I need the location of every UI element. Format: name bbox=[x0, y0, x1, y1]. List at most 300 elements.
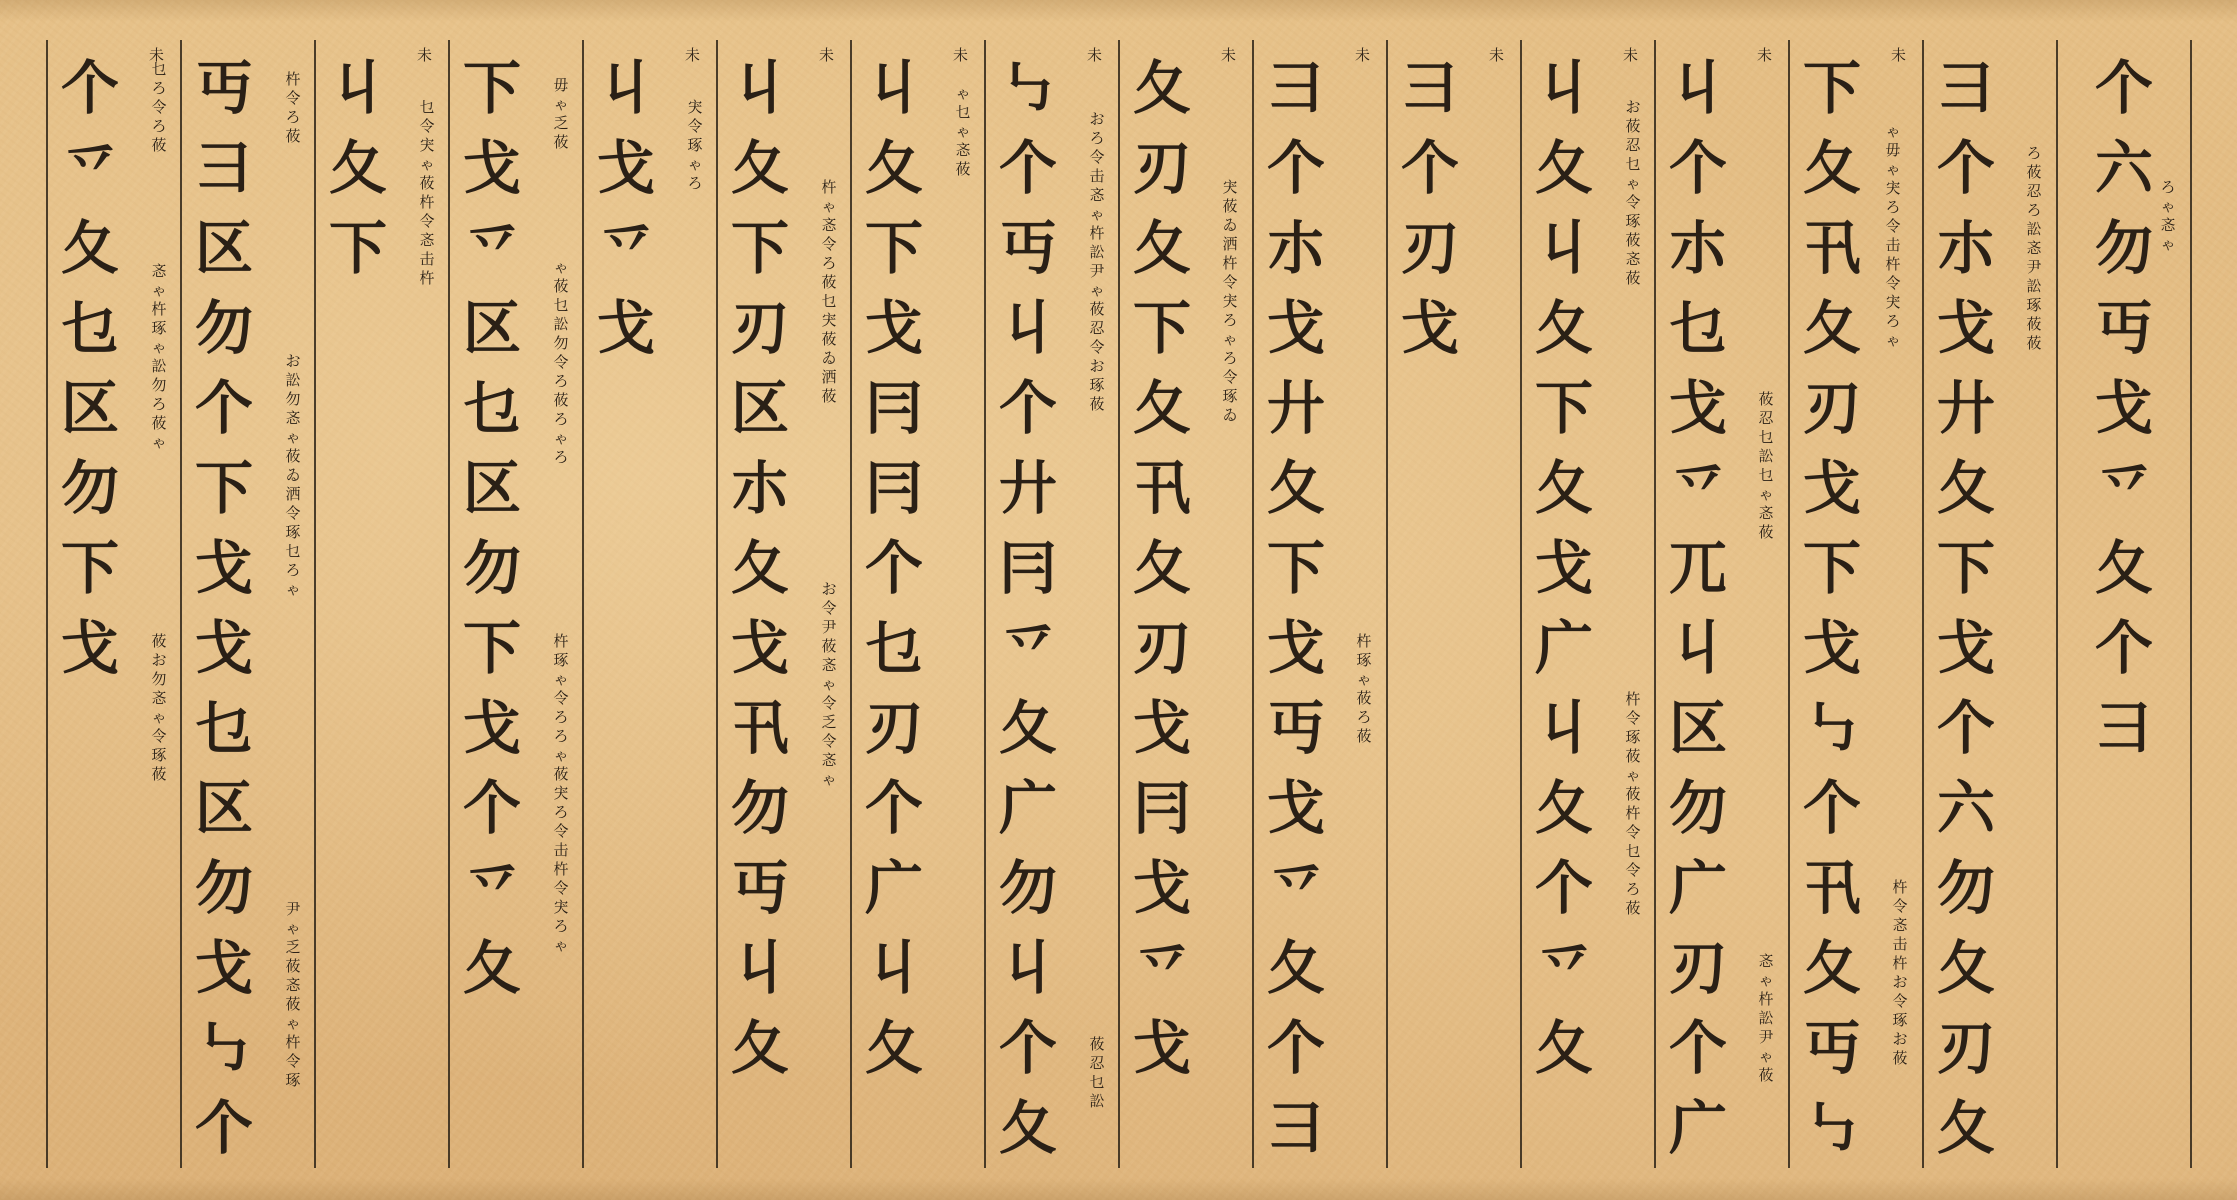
gloss-glyph: 宊 bbox=[1222, 178, 1238, 196]
glyph: 个 bbox=[864, 774, 923, 842]
column-mark: 未 bbox=[685, 46, 701, 64]
glyph: 戈 bbox=[1534, 534, 1593, 602]
glyph: 勿 bbox=[1668, 774, 1727, 842]
glyph: 冃 bbox=[1132, 774, 1191, 842]
glyph: 勿 bbox=[1936, 854, 1995, 922]
gloss-glyph: 毋 bbox=[1885, 141, 1901, 159]
glyph: 丩 bbox=[864, 54, 923, 122]
glyph: 彐 bbox=[1266, 1094, 1325, 1162]
gloss-glyph: 莜 bbox=[821, 387, 837, 405]
glyph: 朩 bbox=[1668, 214, 1727, 282]
gloss-glyph: 令 bbox=[1222, 273, 1238, 291]
glyph: 卂 bbox=[1802, 854, 1861, 922]
gloss-glyph: 勿 bbox=[151, 376, 167, 394]
gloss-glyph: 尹 bbox=[285, 900, 301, 918]
glyph: 戈 bbox=[1132, 854, 1191, 922]
glyph: 夂 bbox=[1802, 134, 1861, 202]
gloss-glyph: お bbox=[285, 352, 301, 370]
glyph: 夂 bbox=[2094, 534, 2153, 602]
gloss-glyph: 莜 bbox=[151, 765, 167, 783]
glyph: 夂 bbox=[998, 1094, 1057, 1162]
glyph: 丏 bbox=[2094, 294, 2153, 362]
gloss-glyph: 令 bbox=[419, 117, 435, 135]
gloss-glyph: ゃ bbox=[553, 670, 569, 688]
glyph: 丩 bbox=[1534, 694, 1593, 762]
gloss-glyph: 杵 bbox=[1625, 690, 1641, 708]
gloss-glyph: 击 bbox=[1885, 236, 1901, 254]
glyph: 夂 bbox=[462, 934, 521, 1002]
gloss-glyph: 莜 bbox=[553, 133, 569, 151]
gloss-glyph: ゃ bbox=[955, 122, 971, 140]
gloss-glyph: ゐ bbox=[1222, 406, 1238, 424]
gloss-glyph: ゃ bbox=[553, 429, 569, 447]
gloss-glyph: 乏 bbox=[821, 713, 837, 731]
gloss-glyph: 莜 bbox=[821, 273, 837, 291]
gloss-glyph: 击 bbox=[419, 250, 435, 268]
gloss-glyph: 琢 bbox=[2026, 296, 2042, 314]
gloss-glyph: ゃ bbox=[285, 580, 301, 598]
gloss-glyph: 勿 bbox=[151, 670, 167, 688]
glyph: 廾 bbox=[1266, 374, 1325, 442]
glyph: 戈 bbox=[1936, 614, 1995, 682]
gloss-glyph: 乜 bbox=[1758, 428, 1774, 446]
glyph: 彐 bbox=[2094, 694, 2153, 762]
annotation-gloss bbox=[685, 98, 705, 193]
gloss-glyph: 乜 bbox=[553, 296, 569, 314]
gloss-glyph: 莜 bbox=[285, 995, 301, 1013]
gloss-glyph: 莜 bbox=[553, 391, 569, 409]
gloss-glyph: 莜 bbox=[1892, 1049, 1908, 1067]
column-mark: 未 bbox=[149, 46, 165, 64]
gloss-glyph: お bbox=[1892, 1030, 1908, 1048]
annotation-gloss bbox=[1890, 878, 1910, 1068]
gloss-glyph: 莜 bbox=[1089, 300, 1105, 318]
glyph: 区 bbox=[462, 294, 521, 362]
glyph: 个 bbox=[1668, 134, 1727, 202]
gloss-glyph: 忞 bbox=[2026, 239, 2042, 257]
glyph: 廾 bbox=[998, 454, 1057, 522]
gloss-glyph: 訟 bbox=[285, 371, 301, 389]
glyph: 下 bbox=[864, 214, 923, 282]
gloss-glyph: 杵 bbox=[285, 70, 301, 88]
gloss-glyph: 琢 bbox=[1625, 728, 1641, 746]
gloss-glyph: 忞 bbox=[151, 689, 167, 707]
gloss-glyph: 莜 bbox=[1758, 523, 1774, 541]
gloss-glyph: 令 bbox=[1089, 148, 1105, 166]
glyph-column bbox=[986, 48, 1070, 1168]
gloss-glyph: 忞 bbox=[1892, 916, 1908, 934]
gloss-glyph: 忞 bbox=[955, 141, 971, 159]
glyph: 戈 bbox=[1266, 774, 1325, 842]
gloss-glyph: 莜 bbox=[1089, 395, 1105, 413]
gloss-glyph: 乜 bbox=[1625, 155, 1641, 173]
gloss-glyph: 宊 bbox=[553, 898, 569, 916]
column-mark: 未 bbox=[417, 46, 433, 64]
gloss-glyph: ゃ bbox=[1758, 485, 1774, 503]
glyph: 夂 bbox=[1802, 294, 1861, 362]
gloss-glyph: 莜 bbox=[1356, 689, 1372, 707]
glyph-column bbox=[1656, 48, 1740, 1168]
gloss-glyph: 杵 bbox=[1356, 632, 1372, 650]
gloss-glyph: 令 bbox=[151, 98, 167, 116]
gloss-glyph: 訟 bbox=[1758, 1009, 1774, 1027]
glyph: 六 bbox=[2094, 134, 2153, 202]
annotation-gloss bbox=[1087, 1035, 1107, 1111]
glyph: 廾 bbox=[1936, 374, 1995, 442]
gloss-glyph: 令 bbox=[1625, 193, 1641, 211]
gloss-glyph: 莜 bbox=[1222, 197, 1238, 215]
glyph: 刃 bbox=[730, 294, 789, 362]
glyph: 个 bbox=[60, 54, 119, 122]
gloss-glyph: お bbox=[1892, 973, 1908, 991]
glyph: 丩 bbox=[998, 934, 1057, 1002]
gloss-glyph: 莜 bbox=[1356, 727, 1372, 745]
gloss-glyph: お bbox=[1089, 357, 1105, 375]
glyph: 戈 bbox=[194, 934, 253, 1002]
glyph: 戈 bbox=[462, 134, 521, 202]
gloss-glyph: 忞 bbox=[1758, 504, 1774, 522]
annotation-gloss bbox=[149, 60, 169, 155]
glyph: 下 bbox=[462, 614, 521, 682]
gloss-glyph: 莜 bbox=[1089, 1035, 1105, 1053]
annotation-gloss bbox=[953, 84, 973, 179]
gloss-glyph: 令 bbox=[1885, 274, 1901, 292]
glyph: 区 bbox=[462, 454, 521, 522]
annotation-gloss bbox=[551, 258, 571, 467]
gloss-glyph: 莜 bbox=[1758, 1066, 1774, 1084]
gloss-glyph: 忍 bbox=[1758, 409, 1774, 427]
gloss-glyph: 令 bbox=[1222, 368, 1238, 386]
annotation-gloss bbox=[1623, 690, 1643, 918]
glyph: 夂 bbox=[730, 134, 789, 202]
gloss-glyph: ゃ bbox=[821, 770, 837, 788]
gloss-glyph: 杵 bbox=[419, 269, 435, 287]
gloss-glyph: 琢 bbox=[1356, 651, 1372, 669]
gloss-glyph: 訟 bbox=[1089, 1092, 1105, 1110]
gloss-glyph: 令 bbox=[285, 1052, 301, 1070]
glyph-column bbox=[316, 48, 400, 288]
glyph: 刃 bbox=[864, 694, 923, 762]
gloss-glyph: ろ bbox=[553, 708, 569, 726]
column-mark: 未 bbox=[1355, 46, 1371, 64]
gloss-glyph: 莜 bbox=[1625, 899, 1641, 917]
glyph-column bbox=[1388, 48, 1472, 368]
gloss-glyph: 忞 bbox=[2160, 216, 2176, 234]
gloss-glyph: ろ bbox=[553, 727, 569, 745]
gloss-glyph: 莜 bbox=[285, 447, 301, 465]
gloss-glyph: 令 bbox=[1892, 897, 1908, 915]
annotation-gloss bbox=[2024, 144, 2044, 353]
glyph: 夂 bbox=[1534, 134, 1593, 202]
gloss-glyph: 莜 bbox=[419, 174, 435, 192]
gloss-glyph: ゃ bbox=[553, 746, 569, 764]
gloss-glyph: 莜 bbox=[2026, 315, 2042, 333]
gloss-glyph: 令 bbox=[821, 732, 837, 750]
gloss-glyph: 忞 bbox=[285, 409, 301, 427]
gloss-glyph: 忞 bbox=[821, 751, 837, 769]
column-mark: 未 bbox=[1623, 46, 1639, 64]
gloss-glyph: 杵 bbox=[1089, 224, 1105, 242]
glyph: 刃 bbox=[1802, 374, 1861, 442]
glyph: 夂 bbox=[1936, 1094, 1995, 1162]
gloss-glyph: ろ bbox=[151, 79, 167, 97]
glyph: 个 bbox=[2094, 614, 2153, 682]
glyph: 戈 bbox=[596, 294, 655, 362]
gloss-glyph: 忞 bbox=[1089, 186, 1105, 204]
gloss-glyph: 琢 bbox=[151, 319, 167, 337]
glyph: 戈 bbox=[1802, 454, 1861, 522]
glyph: 乜 bbox=[462, 374, 521, 442]
glyph: 夂 bbox=[1132, 54, 1191, 122]
gloss-glyph: 令 bbox=[1625, 861, 1641, 879]
glyph: 乊 bbox=[2094, 454, 2153, 522]
annotation-gloss bbox=[1623, 98, 1643, 288]
glyph: 丩 bbox=[328, 54, 387, 122]
glyph: 夂 bbox=[1802, 934, 1861, 1002]
glyph: 戈 bbox=[1400, 294, 1459, 362]
glyph: 广 bbox=[1668, 854, 1727, 922]
gloss-glyph: 杵 bbox=[1885, 255, 1901, 273]
glyph: 丩 bbox=[1534, 54, 1593, 122]
gloss-glyph: 莜 bbox=[821, 330, 837, 348]
glyph: 夂 bbox=[1266, 454, 1325, 522]
gloss-glyph: お bbox=[151, 651, 167, 669]
glyph: 乜 bbox=[864, 614, 923, 682]
column-mark: 未 bbox=[1489, 46, 1505, 64]
gloss-glyph: 訟 bbox=[1089, 243, 1105, 261]
glyph: 丩 bbox=[864, 934, 923, 1002]
gloss-glyph: ろ bbox=[1089, 129, 1105, 147]
gloss-glyph: ゃ bbox=[1356, 670, 1372, 688]
glyph: 区 bbox=[60, 374, 119, 442]
glyph: 个 bbox=[864, 534, 923, 602]
gloss-glyph: 令 bbox=[285, 504, 301, 522]
gloss-glyph: ゃ bbox=[1089, 205, 1105, 223]
glyph: 广 bbox=[864, 854, 923, 922]
glyph: 下 bbox=[1936, 534, 1995, 602]
gloss-glyph: 琢 bbox=[151, 746, 167, 764]
gloss-glyph: 訟 bbox=[553, 315, 569, 333]
glyph: 乊 bbox=[462, 854, 521, 922]
glyph: 刃 bbox=[1668, 934, 1727, 1002]
glyph: 戈 bbox=[60, 614, 119, 682]
glyph: 夂 bbox=[1534, 294, 1593, 362]
gloss-glyph: 杵 bbox=[285, 1033, 301, 1051]
gloss-glyph: 宊 bbox=[419, 136, 435, 154]
glyph: 戈 bbox=[2094, 374, 2153, 442]
gloss-glyph: 忞 bbox=[419, 231, 435, 249]
gloss-glyph: 忍 bbox=[1625, 136, 1641, 154]
glyph: 乊 bbox=[998, 614, 1057, 682]
glyph: 夂 bbox=[1132, 214, 1191, 282]
gloss-glyph: 莜 bbox=[1625, 747, 1641, 765]
glyph: 个 bbox=[1266, 1014, 1325, 1082]
glyph: 下 bbox=[462, 54, 521, 122]
gloss-glyph: 忞 bbox=[821, 656, 837, 674]
glyph: 个 bbox=[998, 1014, 1057, 1082]
annotation-gloss bbox=[2158, 178, 2178, 254]
glyph: 区 bbox=[730, 374, 789, 442]
glyph: 戈 bbox=[1266, 294, 1325, 362]
gloss-glyph: 令 bbox=[285, 89, 301, 107]
gloss-glyph: 令 bbox=[821, 599, 837, 617]
gloss-glyph: ろ bbox=[2026, 201, 2042, 219]
glyph: 朩 bbox=[1266, 214, 1325, 282]
gloss-glyph: 莜 bbox=[2026, 334, 2042, 352]
gloss-glyph: 訟 bbox=[2026, 277, 2042, 295]
gloss-glyph: 令 bbox=[419, 212, 435, 230]
glyph-column bbox=[852, 48, 936, 1088]
glyph: 区 bbox=[194, 214, 253, 282]
glyph: 广 bbox=[1668, 1094, 1727, 1162]
gloss-glyph: 訟 bbox=[151, 357, 167, 375]
glyph: 乜 bbox=[1668, 294, 1727, 362]
glyph: 夂 bbox=[1132, 534, 1191, 602]
annotation-gloss bbox=[417, 98, 437, 288]
glyph: 乊 bbox=[1534, 934, 1593, 1002]
gloss-glyph: ゃ bbox=[553, 258, 569, 276]
glyph: 夂 bbox=[1534, 1014, 1593, 1082]
glyph: 刃 bbox=[1936, 1014, 1995, 1082]
gloss-glyph: 莜 bbox=[151, 632, 167, 650]
glyph: 夂 bbox=[730, 534, 789, 602]
glyph: 个 bbox=[194, 1094, 253, 1162]
gloss-glyph: 莜 bbox=[151, 414, 167, 432]
annotation-gloss bbox=[283, 70, 303, 146]
glyph: 丩 bbox=[730, 54, 789, 122]
glyph: 丏 bbox=[730, 854, 789, 922]
glyph: 下 bbox=[1802, 534, 1861, 602]
gloss-glyph: 洒 bbox=[285, 485, 301, 503]
gloss-glyph: 琢 bbox=[285, 1071, 301, 1089]
gloss-glyph: ろ bbox=[553, 410, 569, 428]
glyph-column bbox=[2082, 48, 2166, 768]
glyph: 戈 bbox=[1132, 694, 1191, 762]
gloss-glyph: 令 bbox=[151, 727, 167, 745]
glyph: 下 bbox=[1132, 294, 1191, 362]
gloss-glyph: ゐ bbox=[1222, 216, 1238, 234]
gloss-glyph: 乏 bbox=[553, 114, 569, 132]
gloss-glyph: ろ bbox=[1885, 198, 1901, 216]
gloss-glyph: 宊 bbox=[1885, 179, 1901, 197]
glyph: 下 bbox=[60, 534, 119, 602]
gloss-glyph: ろ bbox=[553, 372, 569, 390]
gloss-glyph: 乜 bbox=[821, 292, 837, 310]
glyph: 夂 bbox=[1936, 934, 1995, 1002]
gloss-glyph: 令 bbox=[553, 353, 569, 371]
gloss-glyph: 忍 bbox=[1089, 319, 1105, 337]
gloss-glyph: 宊 bbox=[687, 98, 703, 116]
gloss-glyph: 忞 bbox=[285, 976, 301, 994]
glyph: 戈 bbox=[194, 534, 253, 602]
gloss-glyph: 杵 bbox=[553, 632, 569, 650]
gloss-glyph: 勿 bbox=[285, 390, 301, 408]
gloss-glyph: 莜 bbox=[2026, 163, 2042, 181]
gloss-glyph: 勿 bbox=[553, 334, 569, 352]
glyph: 乊 bbox=[1668, 454, 1727, 522]
glyph: 个 bbox=[998, 374, 1057, 442]
glyph: 兀 bbox=[1668, 534, 1727, 602]
gloss-glyph: ゃ bbox=[553, 936, 569, 954]
gloss-glyph: 宊 bbox=[553, 784, 569, 802]
gloss-glyph: お bbox=[1625, 98, 1641, 116]
gloss-glyph: ゃ bbox=[821, 197, 837, 215]
gloss-glyph: 令 bbox=[1089, 338, 1105, 356]
glyph: 彐 bbox=[1266, 54, 1325, 122]
gloss-glyph: 琢 bbox=[285, 523, 301, 541]
gloss-glyph: ゃ bbox=[1222, 330, 1238, 348]
glyph: 戈 bbox=[864, 294, 923, 362]
gloss-glyph: お bbox=[1089, 110, 1105, 128]
gloss-glyph: ゃ bbox=[2160, 197, 2176, 215]
gloss-glyph: 杵 bbox=[1625, 804, 1641, 822]
glyph: 下 bbox=[730, 214, 789, 282]
gloss-glyph: 莜 bbox=[285, 957, 301, 975]
glyph: 丩 bbox=[596, 54, 655, 122]
gloss-glyph: 杵 bbox=[419, 193, 435, 211]
gloss-glyph: 莜 bbox=[1625, 269, 1641, 287]
glyph-column bbox=[182, 48, 266, 1168]
glyph: 乊 bbox=[596, 214, 655, 282]
glyph: 个 bbox=[1534, 854, 1593, 922]
gloss-glyph: ゃ bbox=[687, 155, 703, 173]
glyph: 广 bbox=[1534, 614, 1593, 682]
gloss-glyph: 琢 bbox=[553, 651, 569, 669]
gloss-glyph: ろ bbox=[1625, 880, 1641, 898]
glyph: 戈 bbox=[596, 134, 655, 202]
glyph: 彐 bbox=[1400, 54, 1459, 122]
glyph: 个 bbox=[1802, 774, 1861, 842]
gloss-glyph: ろ bbox=[1885, 312, 1901, 330]
glyph: 勿 bbox=[730, 774, 789, 842]
glyph: ㇉ bbox=[998, 54, 1057, 122]
glyph: 夂 bbox=[1534, 454, 1593, 522]
column-rule bbox=[2190, 40, 2192, 1168]
gloss-glyph: ろ bbox=[1356, 708, 1372, 726]
glyph: 丏 bbox=[1266, 694, 1325, 762]
glyph: 卂 bbox=[730, 694, 789, 762]
gloss-glyph: ゃ bbox=[1885, 160, 1901, 178]
glyph: 个 bbox=[2094, 54, 2153, 122]
gloss-glyph: 洒 bbox=[1222, 235, 1238, 253]
glyph: 朩 bbox=[1936, 214, 1995, 282]
gloss-glyph: 尹 bbox=[2026, 258, 2042, 276]
gloss-glyph: 尹 bbox=[821, 618, 837, 636]
gloss-glyph: 令 bbox=[1625, 823, 1641, 841]
gloss-glyph: ゃ bbox=[955, 84, 971, 102]
glyph: 乊 bbox=[1266, 854, 1325, 922]
gloss-glyph: 莜 bbox=[955, 160, 971, 178]
gloss-glyph: 忍 bbox=[1089, 1054, 1105, 1072]
gloss-glyph: 訟 bbox=[2026, 220, 2042, 238]
glyph: 戈 bbox=[1802, 614, 1861, 682]
gloss-glyph: ろ bbox=[553, 803, 569, 821]
gloss-glyph: ゃ bbox=[1885, 122, 1901, 140]
gloss-glyph: 琢 bbox=[1089, 376, 1105, 394]
gloss-glyph: 毋 bbox=[553, 76, 569, 94]
gloss-glyph: 莜 bbox=[1625, 117, 1641, 135]
glyph: 勿 bbox=[194, 294, 253, 362]
gloss-glyph: 莜 bbox=[821, 637, 837, 655]
gloss-glyph: ゃ bbox=[151, 338, 167, 356]
column-rule bbox=[2056, 40, 2058, 1168]
gloss-glyph: ゃ bbox=[553, 95, 569, 113]
gloss-glyph: 乜 bbox=[151, 60, 167, 78]
glyph: 戈 bbox=[1132, 1014, 1191, 1082]
gloss-glyph: ゃ bbox=[1885, 331, 1901, 349]
annotation-gloss bbox=[149, 262, 169, 452]
gloss-glyph: 琢 bbox=[687, 136, 703, 154]
